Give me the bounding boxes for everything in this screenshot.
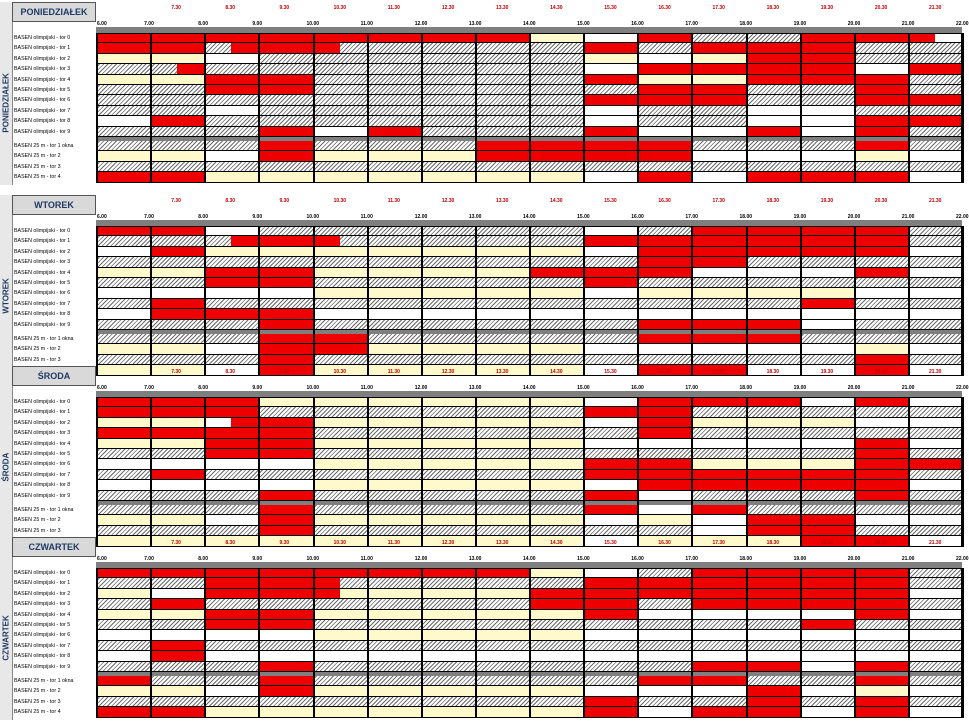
time-tick-half: 7.30 [171, 198, 181, 204]
lane-label: BASEN 25 m - tor 2 [14, 517, 61, 524]
time-tick-half: 16.30 [658, 369, 671, 375]
time-tick-hour: 14.00 [523, 214, 536, 220]
time-tick-hour: 12.00 [414, 556, 428, 562]
time-tick-half: 19.30 [820, 540, 834, 546]
time-tick-hour: 8.00 [198, 556, 208, 562]
time-tick-hour: 13.00 [468, 556, 482, 562]
time-tick-half: 15.30 [604, 540, 617, 546]
lane-label: BASEN olimpijski - tor 7 [14, 300, 71, 307]
time-tick-hour: 8.00 [198, 385, 208, 391]
time-tick-half: 13.30 [495, 5, 509, 11]
lane-label: BASEN 25 m - tor 4 [14, 174, 61, 181]
lane-label: BASEN olimpijski - tor 8 [14, 311, 71, 318]
day-name: ŚRODA [12, 366, 96, 386]
time-tick-hour: 20.00 [847, 214, 861, 220]
lane-label: BASEN 25 m - tor 1 okna [14, 678, 74, 684]
time-tick-hour: 12.00 [414, 214, 428, 220]
time-tick-hour: 15.00 [577, 385, 590, 391]
day-grid-frame [96, 568, 962, 718]
lane-label: BASEN 25 m - tor 1 okna [14, 143, 74, 149]
lane-label: BASEN olimpijski - tor 2 [14, 55, 71, 62]
time-tick-hour: 9.00 [252, 214, 263, 220]
time-tick-hour: 11.00 [360, 214, 373, 220]
time-tick-hour: 10.00 [306, 214, 320, 220]
time-tick-hour: 16.00 [631, 21, 644, 27]
time-tick-hour: 18.00 [739, 385, 753, 391]
lane-label: BASEN olimpijski - tor 7 [14, 642, 71, 649]
time-tick-hour: 12.00 [414, 385, 428, 391]
time-tick-half: 7.30 [171, 5, 181, 11]
time-tick-half: 20.30 [874, 369, 888, 375]
time-tick-hour: 14.00 [523, 385, 536, 391]
lane-label: BASEN olimpijski - tor 2 [14, 248, 71, 255]
time-tick-hour: 20.00 [847, 385, 861, 391]
time-tick-half: 15.30 [604, 369, 617, 375]
time-tick-half: 19.30 [820, 198, 834, 204]
lane-label: BASEN olimpijski - tor 9 [14, 663, 71, 670]
time-tick-half: 11.30 [387, 198, 400, 204]
lane-label: BASEN olimpijski - tor 4 [14, 76, 71, 83]
time-tick-half: 14.30 [550, 5, 563, 11]
time-tick-half: 18.30 [766, 369, 780, 375]
time-tick-half: 14.30 [550, 540, 563, 546]
hour-gridline [962, 33, 964, 183]
lane-label: BASEN olimpijski - tor 5 [14, 87, 71, 93]
time-tick-half: 9.30 [279, 5, 290, 11]
lane-label: BASEN 25 m - tor 3 [14, 163, 61, 170]
day-section [0, 537, 967, 720]
lane-label: BASEN olimpijski - tor 3 [14, 66, 71, 73]
time-tick-hour: 10.00 [306, 556, 320, 562]
time-tick-hour: 7.00 [144, 214, 154, 220]
lane-label: BASEN olimpijski - tor 5 [14, 622, 71, 628]
time-tick-hour: 16.00 [631, 385, 644, 391]
time-tick-hour: 6.00 [97, 21, 107, 27]
lane-label: BASEN olimpijski - tor 6 [14, 97, 71, 104]
lane-label: BASEN olimpijski - tor 6 [14, 290, 71, 297]
time-tick-hour: 21.00 [901, 214, 915, 220]
time-tick-half: 13.30 [495, 198, 509, 204]
lane-label: BASEN 25 m - tor 1 okna [14, 507, 74, 513]
time-tick-hour: 17.00 [685, 556, 698, 562]
time-tick-half: 20.30 [874, 5, 888, 11]
time-tick-half: 7.30 [171, 369, 181, 375]
time-tick-half: 16.30 [658, 540, 671, 546]
day-name: WTOREK [12, 195, 96, 215]
time-tick-hour: 8.00 [198, 214, 208, 220]
time-tick-half: 12.30 [441, 369, 455, 375]
time-tick-half: 11.30 [387, 540, 400, 546]
hour-gridline [962, 226, 964, 376]
time-tick-half: 18.30 [766, 5, 780, 11]
lane-label: BASEN olimpijski - tor 6 [14, 632, 71, 639]
time-tick-hour: 14.00 [523, 21, 536, 27]
time-tick-hour: 19.00 [793, 556, 807, 562]
time-tick-hour: 11.00 [360, 21, 373, 27]
time-tick-half: 15.30 [604, 5, 617, 11]
time-tick-hour: 17.00 [685, 214, 698, 220]
time-tick-half: 10.30 [333, 369, 347, 375]
lane-label: BASEN olimpijski - tor 9 [14, 321, 71, 328]
time-tick-hour: 7.00 [144, 556, 154, 562]
time-tick-half: 12.30 [441, 5, 455, 11]
day-section [0, 195, 967, 378]
time-tick-half: 21.30 [928, 5, 942, 11]
time-tick-hour: 22.00 [956, 214, 969, 220]
time-tick-hour: 22.00 [956, 21, 969, 27]
time-tick-hour: 19.00 [793, 21, 807, 27]
lane-label: BASEN olimpijski - tor 4 [14, 269, 71, 276]
time-tick-hour: 13.00 [468, 21, 482, 27]
time-tick-hour: 22.00 [956, 556, 969, 562]
time-tick-half: 10.30 [333, 198, 347, 204]
time-tick-half: 19.30 [820, 5, 834, 11]
time-tick-half: 20.30 [874, 540, 888, 546]
time-tick-half: 10.30 [333, 540, 347, 546]
time-tick-half: 16.30 [658, 198, 671, 204]
time-tick-hour: 21.00 [901, 556, 915, 562]
time-tick-hour: 22.00 [956, 385, 969, 391]
day-name: CZWARTEK [12, 537, 96, 557]
time-tick-hour: 13.00 [468, 214, 482, 220]
time-tick-hour: 20.00 [847, 21, 861, 27]
time-tick-hour: 17.00 [685, 21, 698, 27]
time-tick-half: 16.30 [658, 5, 671, 11]
day-side-label: ŚRODA [1, 452, 11, 482]
time-tick-hour: 9.00 [252, 21, 263, 27]
lane-label: BASEN olimpijski - tor 9 [14, 128, 71, 135]
lane-label: BASEN olimpijski - tor 8 [14, 482, 71, 489]
lane-label: BASEN 25 m - tor 3 [14, 698, 61, 705]
time-tick-hour: 16.00 [631, 556, 644, 562]
time-tick-hour: 11.00 [360, 385, 373, 391]
lane-label: BASEN olimpijski - tor 0 [14, 399, 71, 405]
time-tick-half: 8.30 [225, 198, 236, 204]
time-tick-hour: 18.00 [739, 556, 753, 562]
day-grid-frame [96, 226, 962, 376]
lane-label: BASEN olimpijski - tor 9 [14, 492, 71, 499]
time-tick-hour: 19.00 [793, 385, 807, 391]
time-tick-half: 8.30 [225, 5, 236, 11]
day-section [0, 2, 967, 185]
day-grid-frame [96, 33, 962, 183]
time-tick-hour: 9.00 [252, 556, 263, 562]
lane-label: BASEN olimpijski - tor 3 [14, 601, 71, 608]
day-side-label: CZWARTEK [1, 615, 11, 661]
lane-label: BASEN olimpijski - tor 8 [14, 653, 71, 660]
time-tick-hour: 11.00 [360, 556, 373, 562]
lane-label: BASEN olimpijski - tor 5 [14, 451, 71, 457]
lane-label: BASEN olimpijski - tor 4 [14, 611, 71, 618]
time-tick-hour: 18.00 [739, 21, 753, 27]
time-tick-hour: 7.00 [144, 21, 154, 27]
time-tick-half: 12.30 [441, 198, 455, 204]
lane-label: BASEN 25 m - tor 4 [14, 709, 61, 716]
time-tick-half: 11.30 [387, 5, 400, 11]
lane-label: BASEN 25 m - tor 3 [14, 356, 61, 363]
lane-label: BASEN olimpijski - tor 5 [14, 280, 71, 286]
time-tick-half: 14.30 [550, 198, 563, 204]
lane-label: BASEN olimpijski - tor 1 [14, 580, 71, 587]
day-grid-frame [96, 397, 962, 547]
time-tick-hour: 15.00 [577, 214, 590, 220]
lane-label: BASEN 25 m - tor 1 okna [14, 336, 74, 342]
time-tick-half: 21.30 [928, 540, 942, 546]
time-tick-hour: 6.00 [97, 556, 107, 562]
lane-label: BASEN olimpijski - tor 0 [14, 35, 71, 41]
lane-label: BASEN 25 m - tor 2 [14, 153, 61, 160]
time-tick-half: 7.30 [171, 540, 181, 546]
lane-label: BASEN olimpijski - tor 0 [14, 570, 71, 576]
time-tick-half: 9.30 [279, 369, 290, 375]
time-tick-half: 9.30 [279, 540, 290, 546]
time-tick-half: 18.30 [766, 198, 780, 204]
lane-label: BASEN olimpijski - tor 7 [14, 107, 71, 114]
time-tick-half: 20.30 [874, 198, 888, 204]
lane-label: BASEN olimpijski - tor 6 [14, 461, 71, 468]
time-tick-hour: 12.00 [414, 21, 428, 27]
hour-gridline [962, 568, 964, 718]
lane-label: BASEN olimpijski - tor 2 [14, 419, 71, 426]
time-tick-hour: 20.00 [847, 556, 861, 562]
time-tick-hour: 19.00 [793, 214, 807, 220]
time-tick-hour: 16.00 [631, 214, 644, 220]
time-tick-half: 14.30 [550, 369, 563, 375]
time-tick-hour: 10.00 [306, 385, 320, 391]
lane-label: BASEN olimpijski - tor 1 [14, 45, 71, 52]
time-tick-half: 10.30 [333, 5, 347, 11]
time-tick-half: 17.30 [712, 198, 725, 204]
lane-label: BASEN olimpijski - tor 8 [14, 118, 71, 125]
time-tick-hour: 18.00 [739, 214, 753, 220]
time-tick-hour: 21.00 [901, 385, 915, 391]
day-name: PONIEDZIAŁEK [12, 2, 96, 22]
lane-label: BASEN olimpijski - tor 4 [14, 440, 71, 447]
time-tick-hour: 6.00 [97, 214, 107, 220]
time-tick-half: 21.30 [928, 369, 942, 375]
lane-label: BASEN olimpijski - tor 1 [14, 409, 71, 416]
time-tick-half: 12.30 [441, 540, 455, 546]
time-tick-half: 21.30 [928, 198, 942, 204]
lane-label: BASEN olimpijski - tor 7 [14, 471, 71, 478]
time-tick-half: 17.30 [712, 369, 725, 375]
hour-gridline [962, 397, 964, 547]
time-tick-hour: 17.00 [685, 385, 698, 391]
time-tick-half: 9.30 [279, 198, 290, 204]
time-tick-half: 17.30 [712, 540, 725, 546]
lane-label: BASEN olimpijski - tor 0 [14, 228, 71, 234]
time-tick-hour: 15.00 [577, 21, 590, 27]
lane-label: BASEN olimpijski - tor 2 [14, 590, 71, 597]
time-tick-hour: 8.00 [198, 21, 208, 27]
time-tick-hour: 7.00 [144, 385, 154, 391]
time-tick-hour: 14.00 [523, 556, 536, 562]
day-section [0, 366, 967, 549]
time-tick-half: 8.30 [225, 540, 236, 546]
lane-label: BASEN 25 m - tor 2 [14, 688, 61, 695]
lane-label: BASEN 25 m - tor 2 [14, 346, 61, 353]
time-tick-half: 15.30 [604, 198, 617, 204]
time-tick-hour: 10.00 [306, 21, 320, 27]
lane-label: BASEN olimpijski - tor 3 [14, 430, 71, 437]
time-tick-half: 17.30 [712, 5, 725, 11]
day-side-label: PONIEDZIAŁEK [1, 73, 11, 134]
time-tick-hour: 15.00 [577, 556, 590, 562]
time-tick-half: 13.30 [495, 540, 509, 546]
time-tick-half: 11.30 [387, 369, 400, 375]
time-tick-hour: 6.00 [97, 385, 107, 391]
lane-label: BASEN 25 m - tor 3 [14, 527, 61, 534]
day-side-label: WTOREK [1, 278, 11, 314]
time-tick-hour: 13.00 [468, 385, 482, 391]
time-tick-hour: 21.00 [901, 21, 915, 27]
time-tick-half: 13.30 [495, 369, 509, 375]
time-tick-half: 8.30 [225, 369, 236, 375]
time-tick-half: 19.30 [820, 369, 834, 375]
time-tick-half: 18.30 [766, 540, 780, 546]
lane-label: BASEN olimpijski - tor 1 [14, 238, 71, 245]
time-tick-hour: 9.00 [252, 385, 263, 391]
lane-label: BASEN olimpijski - tor 3 [14, 259, 71, 266]
